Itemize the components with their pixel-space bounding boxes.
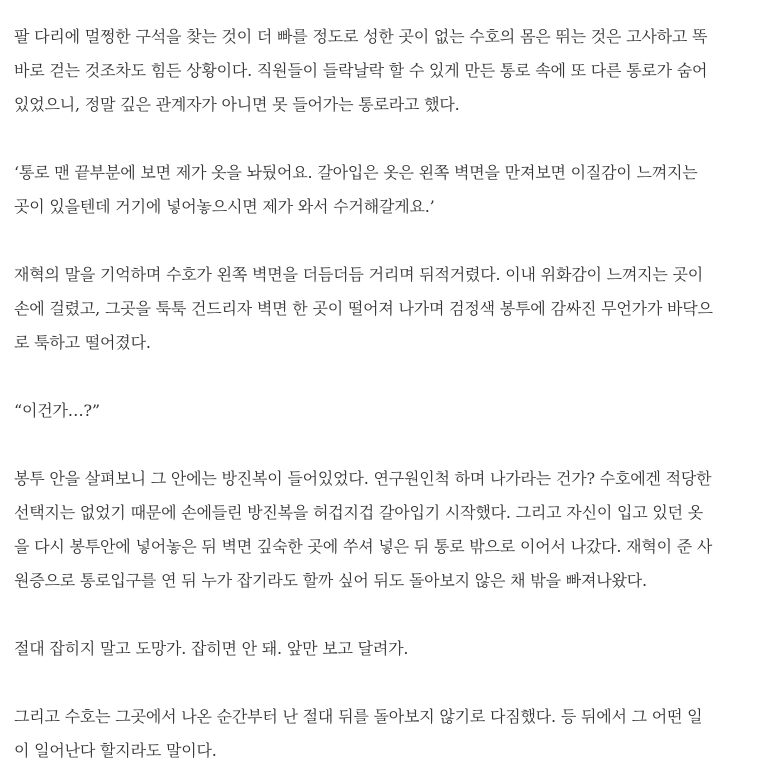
- text-line: 봉투 안을 살펴보니 그 안에는 방진복이 들어있었다. 연구원인척 하며 나가라는 건가? 수호에겐 적당한: [14, 469, 712, 488]
- paragraph-3: [14, 258, 748, 360]
- text-line: 바로 걷는 것조차도 힘든 상황이다. 직원들이 들락날락 할 수 있게 만든 통로 속에 또 다른 통로가 숨어: [14, 61, 708, 80]
- paragraph-spacer: [14, 598, 748, 632]
- text-line: 이 일어난다 할지라도 말이다.: [14, 741, 217, 760]
- text-line: 을 다시 봉투안에 넣어놓은 뒤 벽면 깊숙한 곳에 쑤셔 넣은 뒤 통로 밖으로 이어서 나갔다. 재혁이 준 사: [14, 537, 713, 556]
- paragraph-spacer: [14, 122, 748, 156]
- text-line: 선택지는 없었기 때문에 손에들린 방진복을 허겁지겁 갈아입기 시작했다. 그리고 자신이 입고 있던 옷: [14, 503, 704, 522]
- paragraph-7: [14, 700, 748, 768]
- text-line: “이건가…?”: [14, 401, 100, 420]
- paragraph-spacer: [14, 428, 748, 462]
- paragraph-5: [14, 462, 748, 598]
- text-line: ‘통로 맨 끝부분에 보면 제가 옷을 놔뒀어요. 갈아입은 옷은 왼쪽 벽면을 만져보면 이질감이 느껴지는: [14, 163, 698, 182]
- paragraph-spacer: [14, 360, 748, 394]
- text-line: 원증으로 통로입구를 연 뒤 누가 잡기라도 할까 싶어 뒤도 돌아보지 않은 채 밖을 빠져나왔다.: [14, 571, 647, 590]
- paragraph-6: [14, 632, 748, 666]
- text-line: 있었으니, 정말 깊은 관계자가 아니면 못 들어가는 통로라고 했다.: [14, 95, 460, 114]
- text-line: 손에 걸렸고, 그곳을 툭툭 건드리자 벽면 한 곳이 떨어져 나가며 검정색 봉투에 감싸진 무언가가 바닥으: [14, 299, 713, 318]
- text-line: 재혁의 말을 기억하며 수호가 왼쪽 벽면을 더듬더듬 거리며 뒤적거렸다. 이내 위화감이 느껴지는 곳이: [14, 265, 704, 284]
- text-line: 절대 잡히지 말고 도망가. 잡히면 안 돼. 앞만 보고 달려가.: [14, 639, 409, 658]
- paragraph-4: [14, 394, 748, 428]
- paragraph-spacer: [14, 666, 748, 700]
- paragraph-2: [14, 156, 748, 224]
- text-line: 곳이 있을텐데 거기에 넣어놓으시면 제가 와서 수거해갈게요.’: [14, 197, 435, 216]
- text-line: 그리고 수호는 그곳에서 나온 순간부터 난 절대 뒤를 돌아보지 않기로 다짐했다. 등 뒤에서 그 어떤 일: [14, 707, 703, 726]
- text-line: 로 툭하고 떨어졌다.: [14, 333, 151, 352]
- paragraph-spacer: [14, 224, 748, 258]
- paragraph-1: [14, 20, 748, 122]
- text-line: 팔 다리에 멀쩡한 구석을 찾는 것이 더 빠를 정도로 성한 곳이 없는 수호의 몸은 뛰는 것은 고사하고 똑: [14, 27, 708, 46]
